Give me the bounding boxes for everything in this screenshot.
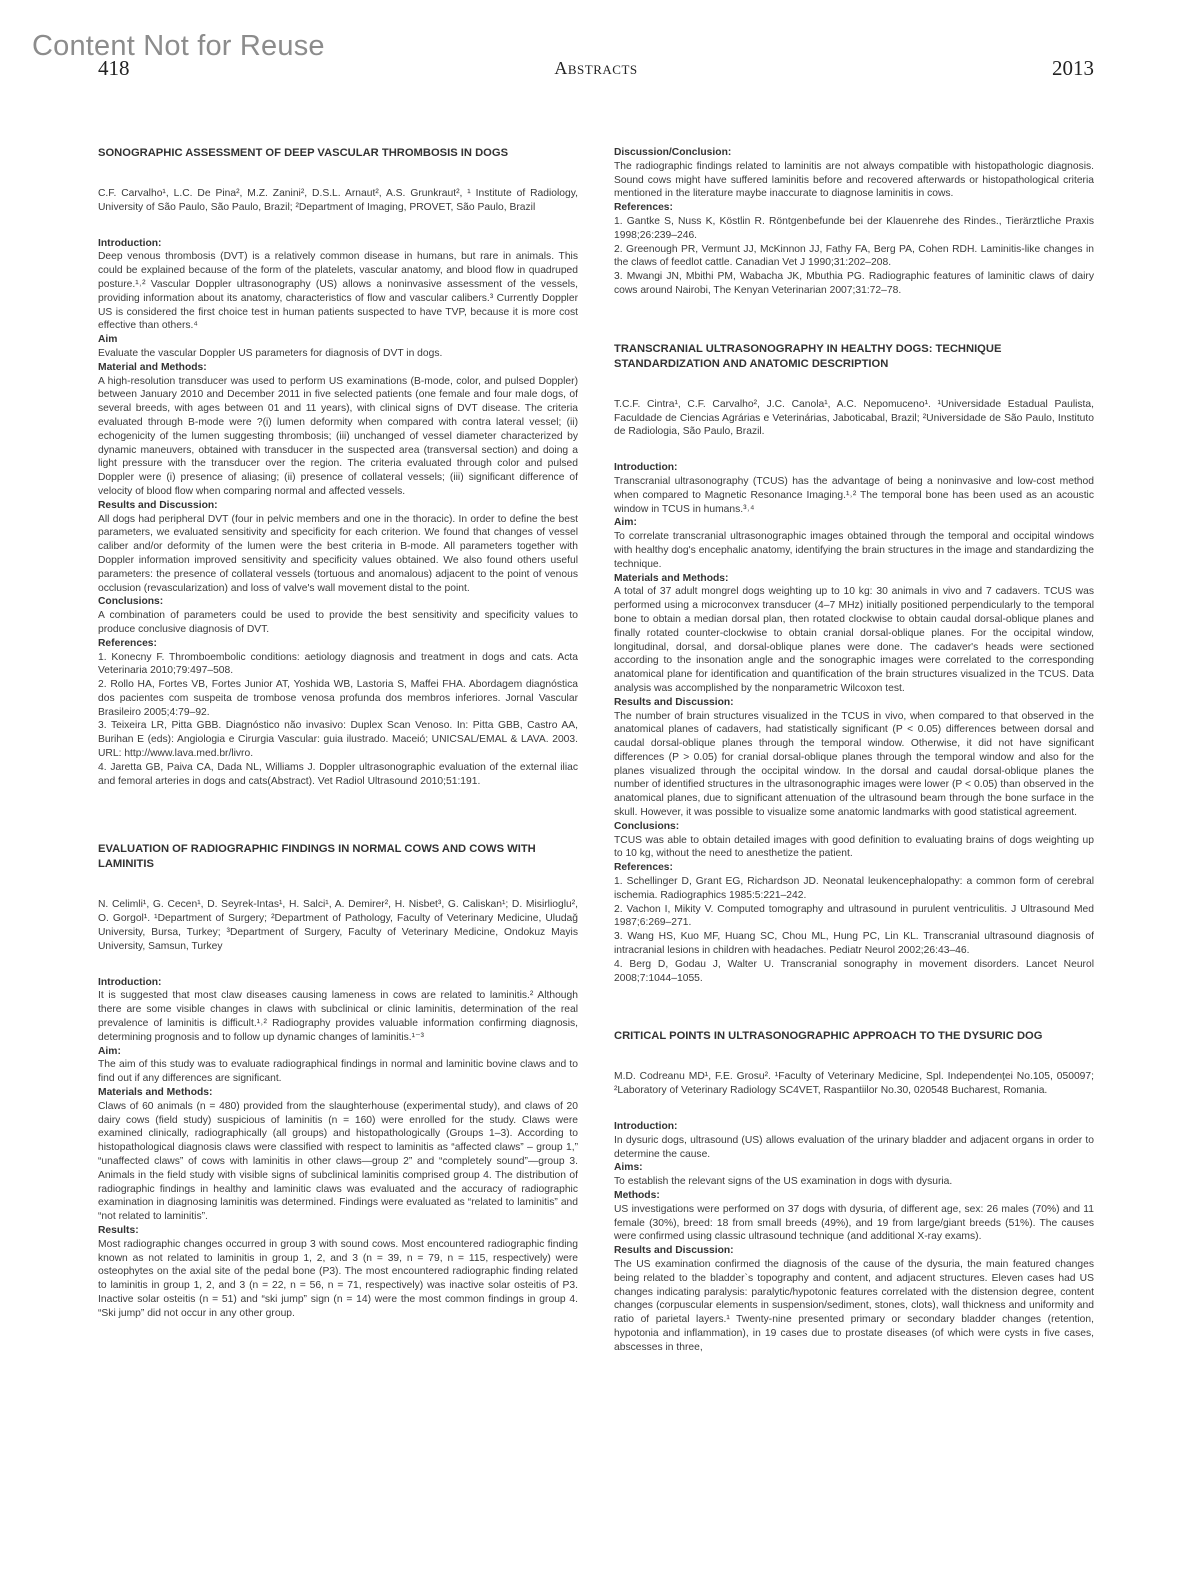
abstract-laminitis-continued xyxy=(614,146,1094,298)
section-text: Evaluate the vascular Doppler US parameters for diagnosis of DVT in dogs. xyxy=(98,347,443,359)
section-text: In dysuric dogs, ultrasound (US) allows evaluation of the urinary bladder and adjacent organs in order to determine the cause. xyxy=(614,1134,1094,1160)
abstract-title: EVALUATION OF RADIOGRAPHIC FINDINGS IN NORMAL COWS AND COWS WITH LAMINITIS xyxy=(98,843,536,871)
abstract-authors: C.F. Carvalho¹, L.C. De Pina², M.Z. Zanini², D.S.L. Arnaut², A.S. Grunkraut², ¹ Institute of Radiology, University of São Paulo, São Paulo, Brazil; ²Department of Imaging, PROVET, São Paulo, Brazil xyxy=(98,188,578,213)
abstract-title: CRITICAL POINTS IN ULTRASONOGRAPHIC APPROACH TO THE DYSURIC DOG xyxy=(614,1030,1043,1043)
section-heading: Aim: xyxy=(98,1045,121,1057)
reference-item: 3. Teixeira LR, Pitta GBB. Diagnóstico não invasivo: Duplex Scan Venoso. In: Pitta GBB, Castro AA, Burihan E (eds): Angiologia e Cirurgia Vascular: guia ilustrado. Maceió; UNICSAL/EMAL & LAVA. 2003. URL: http://www.lava.med.br/livro. xyxy=(98,720,578,760)
section-heading: Introduction: xyxy=(98,976,162,988)
section-text: US investigations were performed on 37 dogs with dysuria, of different age, sex: 26 males (70%) and 11 female (30%), breed: 18 from small breeds (49%), and 19 from large/giant breeds (51%). The causes were confirmed using classic ultrasound technique (and additional X-ray exams). xyxy=(614,1203,1094,1243)
reference-item: 4. Berg D, Godau J, Walter U. Transcranial sonography in movement disorders. Lancet Neurol 2008;7:1044–1055. xyxy=(614,958,1094,984)
reference-item: 1. Gantke S, Nuss K, Köstlin R. Röntgenbefunde bei der Klauenrehe des Rindes., Tierärztliche Praxis 1998;26:239–246. xyxy=(614,215,1094,241)
section-text: Claws of 60 animals (n = 480) provided from the slaughterhouse (experimental study), and claws of 20 dairy cows (field study) suspicious of laminitis (n = 160) were enrolled for the study. Claws were examined clinically, radiographically (all groups) and histopathologically (Groups 1–3). According to histopathological diagnosis claws were classified with respect to laminitis as “affected claws” – group 1,” “unaffected claws” of cows with laminitis in other claws—group 2” and “completely sound”—group 3. Animals in the field study with visible signs of subclinical laminitis comprised group 4. The distribution of radiographic findings in healthy and laminitic claws was evaluated and the accuracy of radiographic examination in diagnosing laminitis was determined. Findings were evaluated as “related to laminitis” and “not related to laminitis”. xyxy=(98,1100,578,1223)
section-text: The radiographic findings related to laminitis are not always compatible with histopathologic diagnosis. Sound cows might have suffered laminitis before and recovered afterwards or histopathological criteria mentioned in the literature maybe inaccurate to diagnose laminitis in cows. xyxy=(614,160,1094,200)
section-heading: Aim xyxy=(98,334,118,346)
section-heading: References: xyxy=(98,637,157,649)
spacer xyxy=(614,298,1094,342)
section-heading: Introduction: xyxy=(98,237,162,249)
abstract-dvt xyxy=(98,146,578,788)
section-text: It is suggested that most claw diseases causing lameness in cows are related to laminitis.² Although there are some visible changes in claws with subclinical or clinic laminitis, determination of the real prevalence of laminitis is difficult.¹˒² Radiography provides valuable information confirming diagnosis, determining prognosis and to follow up dynamic changes of laminitis.¹⁻³ xyxy=(98,990,578,1043)
abstract-authors: N. Celimli¹, G. Cecen¹, D. Seyrek-Intas¹, H. Salci¹, A. Demirer², H. Nisbet³, G. Caliskan¹; D. Misirlioglu², O. Gorgol¹. ¹Department of Surgery; ²Department of Pathology, Faculty of Veterinary Medicine, Uludağ University, Bursa, Turkey; ³Department of Surgery, Faculty of Veterinary Medicine, Ondokuz Mayis University, Samsun, Turkey xyxy=(98,899,578,952)
watermark: Content Not for Reuse xyxy=(32,30,325,62)
section-heading: Discussion/Conclusion: xyxy=(614,147,732,158)
abstract-authors: T.C.F. Cintra¹, C.F. Carvalho², J.C. Canola¹, A.C. Nepomuceno¹. ¹Universidade Estadual Paulista, Faculdade de Ciencias Agrárias e Veterinárias, Jaboticabal, Brazil; ²Universidade de São Paulo, Instituto de Radiologia, São Paulo, Brazil. xyxy=(614,398,1094,438)
section-text: Transcranial ultrasonography (TCUS) has the advantage of being a noninvasive and low-cost method when compared to Magnetic Resonance Imaging.¹˒² The temporal bone has been used as an acoustic window in TCUS in humans.³˒⁴ xyxy=(614,475,1094,515)
section-heading: Aim: xyxy=(614,517,637,529)
abstract-laminitis xyxy=(98,842,578,1320)
reference-item: 2. Greenough PR, Vermunt JJ, McKinnon JJ, Fathy FA, Berg PA, Cohen RDH. Laminitis-like changes in the claws of feedlot cattle. Canadian Vet J 1990;31:202–208. xyxy=(614,243,1094,269)
journal-section-title: Abstracts xyxy=(554,58,638,78)
reference-item: 3. Wang HS, Kuo MF, Huang SC, Chou ML, Hung PC, Lin KL. Transcranial ultrasound diagnosis of intracranial lesions in children with headaches. Pediatr Neurol 2002;26:43–46. xyxy=(614,931,1094,957)
section-heading: Introduction: xyxy=(614,462,678,474)
section-text: To establish the relevant signs of the US examination in dogs with dysuria. xyxy=(614,1176,953,1188)
spacer xyxy=(614,985,1094,1029)
section-text: The US examination confirmed the diagnosis of the cause of the dysuria, the main featured changes being related to the bladder`s topography and content, and adjacent structures. Eleven cases had US changes indicating paralysis: paralytic/hypotonic features correlated with the distension degree, content changes (corpuscular elements in suspension/sediment, stones, clots), wall thickness and uniformity and ratio of parietal layers.¹ Twenty-nine presented primary or secondary bladder changes (retention, hypotonia and inflammation), in 19 cases due to prostate diseases (of which were cysts in five cases, abscesses in three, xyxy=(614,1259,1094,1353)
abstract-authors: M.D. Codreanu MD¹, F.E. Grosu². ¹Faculty of Veterinary Medicine, Spl. Independenței No.105, 050097; ²Laboratory of Veterinary Radiology SC4VET, Raspantiilor No.30, 020548 Bucharest, Romania. xyxy=(614,1071,1094,1097)
section-heading: Methods: xyxy=(614,1190,660,1202)
section-text: A combination of parameters could be used to provide the best sensitivity and specificity values to produce conclusive diagnosis of DVT. xyxy=(98,610,578,635)
section-text: The aim of this study was to evaluate radiographical findings in normal and laminitic bovine claws and to find out if any differences are significant. xyxy=(98,1059,578,1085)
abstract-tcus xyxy=(614,342,1094,986)
page-number: 418 xyxy=(98,56,130,80)
section-heading: Results and Discussion: xyxy=(614,696,734,708)
section-text: Deep venous thrombosis (DVT) is a relatively common disease in humans, but rare in animals. This could be explained because of the form of the platelets, vascular anatomy, and blood flow in quadruped posture.¹˒² Vascular Doppler ultrasonography (US) allows a noninvasive assessment of the vessels, providing information about its anatomy, characteristics of flow and vascular calibers.³ Currently Doppler US is considered the first choice test in human patients suspected to have TVP, because it is more cost effective than others.⁴ xyxy=(98,251,578,332)
section-heading: Results and Discussion: xyxy=(98,499,218,511)
left-column xyxy=(98,146,578,1321)
section-text: To correlate transcranial ultrasonographic images obtained through the temporal and occipital windows with healthy dog's encephalic anatomy, identifying the brain structures in the image and standardizing the technique. xyxy=(614,531,1094,570)
reference-item: 1. Konecny F. Thromboembolic conditions: aetiology diagnosis and treatment in dogs and cats. Acta Veterinaria 2010;79:497–508. xyxy=(98,651,578,677)
section-text: Most radiographic changes occurred in group 3 with sound cows. Most encountered radiographic finding known as not related to laminitis in group 1, 2, and 3 (n = 39, n = 79, n = 115, respectively) were osteophytes on the axial site of the pedal bone (P3). The most encountered radiographic finding related to laminitis in group 1, 2, and 3 (n = 22, n = 56, n = 71, respectively) was inactive solar osteitis of P3. Inactive solar osteitis (n = 51) and “ski jump” sign (n = 14) were the most common findings in group 4. “Ski jump” did not occur in any other group. xyxy=(98,1238,578,1319)
section-heading: Introduction: xyxy=(614,1121,678,1133)
section-heading: Conclusions: xyxy=(98,596,164,608)
section-heading: Materials and Methods: xyxy=(614,572,729,584)
reference-item: 1. Schellinger D, Grant EG, Richardson JD. Neonatal leukencephalopathy: a common form of cerebral ischemia. Radiographics 1985:5:221–242. xyxy=(614,876,1094,901)
abstract-title: TRANSCRANIAL ULTRASONOGRAPHY IN HEALTHY DOGS: TECHNIQUE STANDARDIZATION AND ANATOMIC DESCRIPTION xyxy=(614,342,1002,370)
reference-item: 2. Vachon I, Mikity V. Computed tomography and ultrasound in purulent ventriculitis. J Ultrasound Med 1987;6:269–271. xyxy=(614,903,1094,929)
section-text: All dogs had peripheral DVT (four in pelvic members and one in the thoracic). In order to define the best parameters, we evaluated sensitivity and specificity for each criterion. We found that changes of vessel caliber and/or deformity of the lumen were the best criteria in B-mode. All parameters together with Doppler information improved sensitivity and specificity values obtained. We also found others useful parameters: the presence of collateral vessels (tortuous and anomalous) adjacent to the point of venous occlusion (revascularization) and loss of valve's wall movement distal to the point. xyxy=(98,513,578,594)
reference-item: 3. Mwangi JN, Mbithi PM, Wabacha JK, Mbuthia PG. Radiographic features of laminitic claws of dairy cows around Nairobi, The Kenyan Veterinarian 2007;31:72–78. xyxy=(614,271,1094,296)
abstract-title: SONOGRAPHIC ASSESSMENT OF DEEP VASCULAR THROMBOSIS IN DOGS xyxy=(98,147,509,159)
year: 2013 xyxy=(1052,56,1094,80)
section-heading: References: xyxy=(614,202,673,214)
section-heading: References: xyxy=(614,862,673,874)
section-text: The number of brain structures visualized in the TCUS in vivo, when compared to that observed in the anatomical planes of cadavers, had statistically significant (P < 0.05) differences between dorsal and caudal dorsal-oblique planes through the temporal window. Otherwise, it did not have significant differences (P > 0.05) for cranial dorsal-oblique planes through the temporal window and also for the planes visualized through the occipital window. In the dorsal and caudal dorsal-oblique planes the number of identified structures in the ultrasonographic images were lower (P < 0.05) than observed in the anatomical planes, due to significant attenuation of the ultrasound beam through the bone surface in the skull. However, it was possible to visualize some anatomic landmarks with good statistical agreement. xyxy=(614,710,1094,819)
section-text: A total of 37 adult mongrel dogs weighting up to 10 kg: 30 animals in vivo and 7 cadavers. TCUS was performed using a microconvex transducer (4–7 MHz) initially positioned perpendicularly to the temporal bone to obtain a median dorsal plan, then rotated clockwise to obtain caudal dorsal-oblique planes and finally rotated counter-clockwise to obtain cranial dorsal-oblique planes. For the occipital window, longitudinal, dorsal, and dorsal-oblique planes were done. The cadaver's heads were sectioned according to the insonation angle and the sonographic images were correlated to the corresponding anatomical plane for identification and quantification of the brain structures visualized in the TCUS. Data analysis was accomplished by the nonparametric Wilcoxon test. xyxy=(614,586,1094,694)
reference-item: 4. Jaretta GB, Paiva CA, Dada NL, Williams J. Doppler ultrasonographic evaluation of the external iliac and femoral arteries in dogs and cats(Abstract). Vet Radiol Ultrasound 2010;51:191. xyxy=(98,761,578,787)
section-heading: Material and Methods: xyxy=(98,361,207,373)
spacer xyxy=(98,788,578,842)
section-heading: Results and Discussion: xyxy=(614,1245,734,1257)
abstract-dysuric-dog xyxy=(614,1029,1094,1354)
section-text: A high-resolution transducer was used to perform US examinations (B-mode, color, and pulsed Doppler) between January 2010 and December 2011 in five selected patients (one female and four male dogs, of several breeds, with ages between 01 and 11 years), with clinical signs of DVT disease. The criteria evaluated through B-mode were ?(i) lumen deformity when compared with contra lateral vessel; (ii) echogenicity of the lumen suggesting thrombosis; (iii) unchanged of vessel diameter characterized by dynamic maneuvers, obtained with transducer in the suspected area (transversal section) and doing a light pressure with the transducer over the region. The criteria evaluated through color and pulsed Doppler were (i) presence of aliasing; (ii) presence of collateral vessels; (iii) significant difference of velocity of blood flow when comparing normal and affected vessels. xyxy=(98,375,578,497)
reference-item: 2. Rollo HA, Fortes VB, Fortes Junior AT, Yoshida WB, Lastoria S, Maffei FHA. Abordagem diagnóstica dos pacientes com suspeita de trombose venosa profunda dos membros inferiores. Jornal Vascular Brasileiro 2005;4:79–92. xyxy=(98,679,578,718)
section-text: TCUS was able to obtain detailed images with good definition to evaluating brains of dogs weighting up to 10 kg, without the need to anesthetize the patient. xyxy=(614,834,1094,860)
right-column xyxy=(614,146,1094,1355)
section-heading: Materials and Methods: xyxy=(98,1087,213,1099)
section-heading: Results: xyxy=(98,1225,139,1236)
section-heading: Conclusions: xyxy=(614,820,680,832)
section-heading: Aims: xyxy=(614,1162,643,1174)
